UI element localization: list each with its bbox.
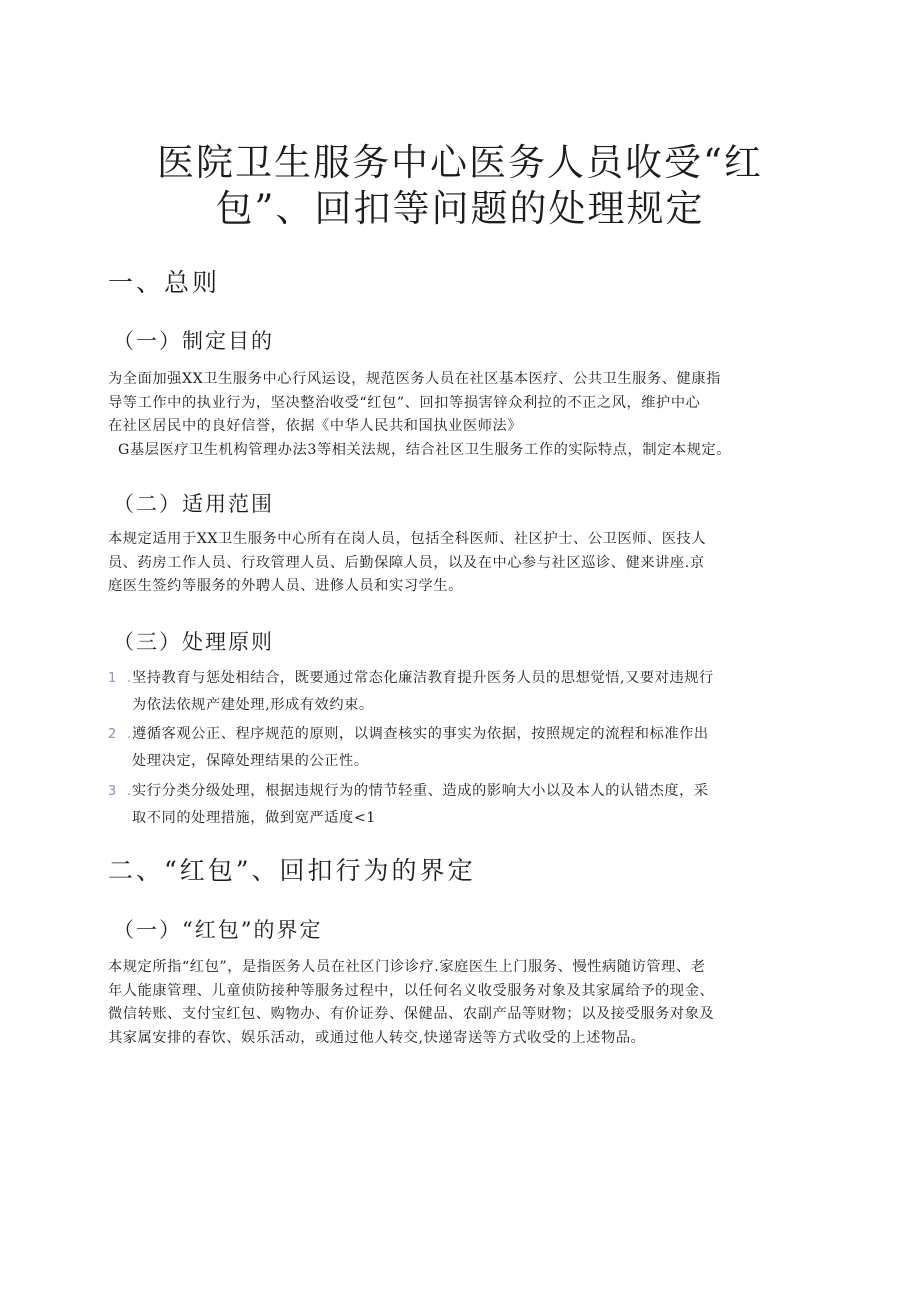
list-item-line: 坚持教育与惩处相结合，既要通过常态化廉洁教育提升医务人员的思想觉悟,又要对违规行 <box>132 670 714 686</box>
list-dot: . <box>127 784 132 799</box>
list-item-line: 遵循客观公正、程序规范的原则，以调查核实的事实为依据，按照规定的流程和标准作出 <box>132 726 709 742</box>
list-item-line: 处理决定，保障处理结果的公正性。 <box>132 753 369 769</box>
red-envelope-paragraph <box>108 956 813 1050</box>
scope-paragraph <box>108 528 813 599</box>
principle-item-3 <box>108 778 813 832</box>
principle-item-1 <box>108 665 813 719</box>
paragraph-line: G基层医疗卫生机构管理办法3等相关法规，结合社区卫生服务工作的实际特点，制定本规定。 <box>118 441 732 458</box>
subsection-heading-purpose: （一）制定目的 <box>113 329 274 353</box>
paragraph-line: 本规定适用于XX卫生服务中心所有在岗人员，包括全科医师、社区护士、公卫医师、医技人 <box>108 531 707 547</box>
paragraph-line: 导等工作中的执业行为，坚决整治收受“红包”、回扣等损害锌众利拉的不正之风，维护中心 <box>108 394 701 411</box>
paragraph-line: 庭医生签约等服务的外聘人员、进修人员和实习学生。 <box>108 578 463 594</box>
paragraph-line: 微信转账、支付宝红包、购物办、有价证券、保健品、农副产品等财物；以及接受服务对象及 <box>108 1006 715 1022</box>
subsection-heading-red-envelope: （一）“红包”的界定 <box>113 918 323 942</box>
section-heading-definition: 二、“红包”、回扣行为的界定 <box>108 856 476 885</box>
document-title-line-1: 医院卫生服务中心医务人员收受“红 <box>157 141 763 184</box>
list-dot: . <box>127 671 132 686</box>
list-item-line: 取不同的处理措施，做到宽严适度<1 <box>132 810 376 826</box>
list-number: 1 <box>108 671 117 686</box>
list-number: 3 <box>108 784 117 799</box>
paragraph-line: 本规定所指“红包”，是指医务人员在社区门诊诊疗.家庭医生上门服务、慢性病随访管理、老 <box>108 959 706 975</box>
section-heading-general: 一、总则 <box>108 268 221 297</box>
paragraph-line: 员、药房工作人员、行玫管理人员、后勤保障人员，以及在中心参与社区巡诊、健来讲座.京 <box>108 554 705 571</box>
list-dot: . <box>127 727 132 742</box>
list-item-line: 实行分类分级处理，根据违规行为的情节轻重、造成的影响大小以及本人的认错杰度，采 <box>132 783 709 799</box>
paragraph-line: 年人能康管理、儿童侦防接种等服务过程中，以任何名义收受服务对象及其家属给予的现金、 <box>108 982 715 999</box>
document-title-line-2: 包”、回扣等问题的处理规定 <box>215 187 705 230</box>
principle-item-2 <box>108 721 813 775</box>
subsection-heading-scope: （二）适用范围 <box>113 492 274 516</box>
paragraph-line: 在社区居民中的良好信誉，依据《中华人民共和国执业医师法》 <box>108 418 523 434</box>
purpose-paragraph <box>108 368 813 462</box>
subsection-heading-principles: （三）处理原则 <box>113 630 274 654</box>
list-number: 2 <box>108 727 117 742</box>
list-item-line: 为依法依规产建处理,形成有效约束。 <box>132 697 374 713</box>
paragraph-line: 其家属安排的春饮、娱乐活动，或通过他人转交,快递寄送等方式收受的上述物品。 <box>108 1029 646 1046</box>
paragraph-line: 为全面加强XX卫生服务中心行风运设，规范医务人员在社区基本医疗、公共卫生服务、健康指 <box>108 371 721 387</box>
